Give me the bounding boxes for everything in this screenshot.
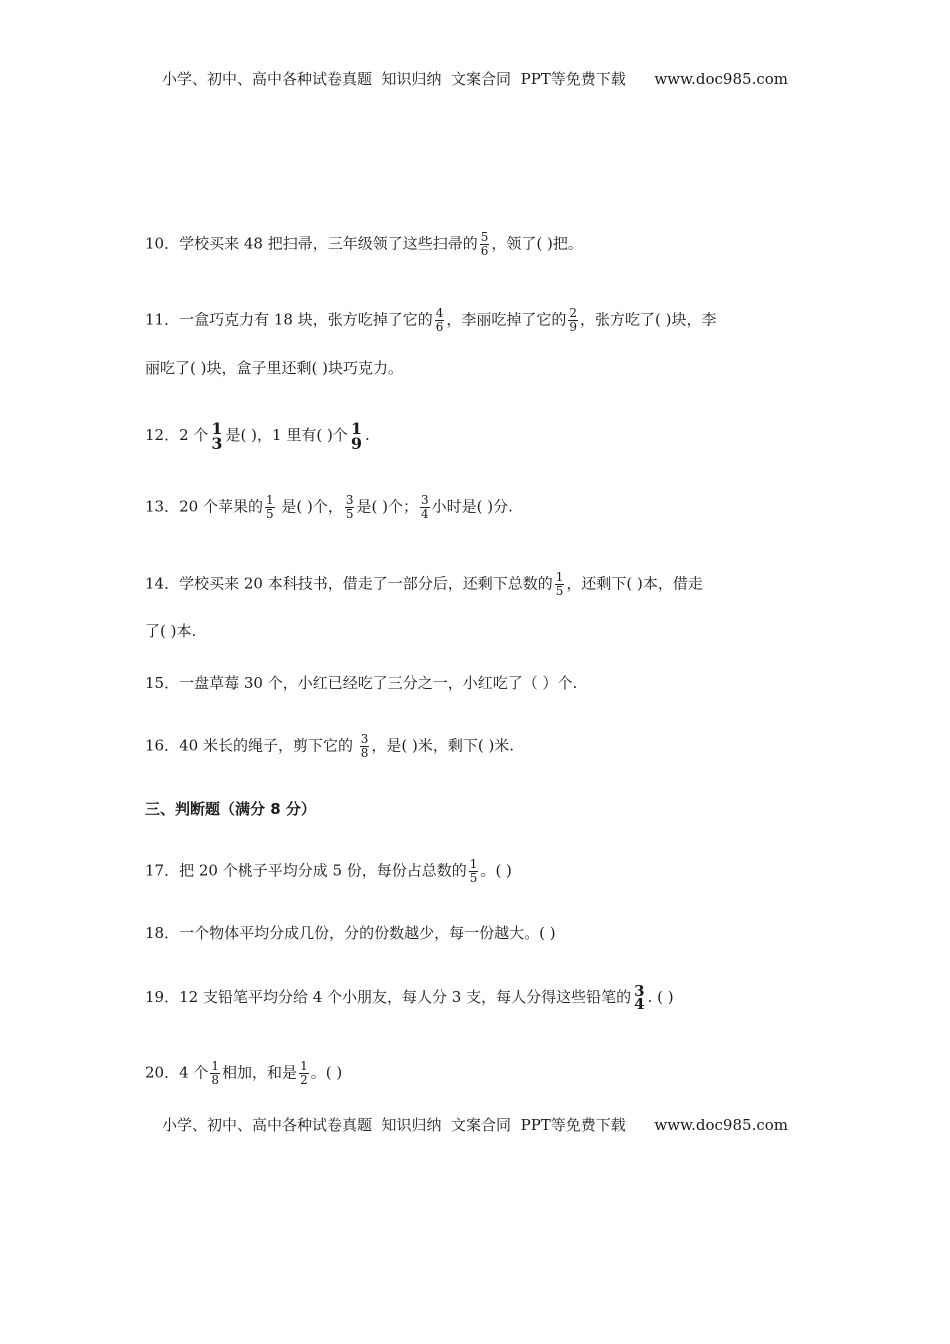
- q11-text-b: ，李丽吃掉了它的: [446, 310, 567, 329]
- question-14: [145, 571, 815, 598]
- page-footer: 小学、初中、高中各种试卷真题 知识归纳 文案合同 PPT等免费下载 www.doc985.com: [161, 1116, 788, 1134]
- question-11-line-2: 丽吃了( )块，盒子里还剩( )块巧克力。: [145, 359, 403, 377]
- question-14-line-2: 了( )本.: [145, 622, 197, 640]
- q20-text-c: 。( ): [310, 1063, 343, 1082]
- fraction: [210, 1060, 220, 1087]
- question-20: [145, 1060, 815, 1087]
- q10-text-b: ，领了( )把。: [491, 234, 583, 253]
- page-header: 小学、初中、高中各种试卷真题 知识归纳 文案合同 PPT等免费下载 www.doc985.com: [161, 70, 788, 88]
- numerator: 3: [634, 982, 645, 1000]
- denominator: 2: [300, 1073, 308, 1087]
- denominator: 9: [569, 320, 578, 334]
- fraction: [420, 494, 430, 521]
- fraction: [299, 1060, 309, 1087]
- q14-text-b: ，还剩下( )本，借走: [566, 574, 703, 593]
- fraction: [469, 858, 479, 885]
- q11-text-c: ，张方吃了( )块，李: [580, 310, 717, 329]
- q13-text-b: 是( )个，: [276, 497, 343, 516]
- numerator: 1: [350, 419, 362, 438]
- q17-text-a: 17．把 20 个桃子平均分成 5 份，每份占总数的: [145, 861, 467, 880]
- q13-text-d: 小时是( )分.: [431, 497, 513, 516]
- question-18: 18．一个物体平均分成几份，分的份数越少，每一份越大。( ): [145, 924, 556, 942]
- q10-text-a: 10．学校买来 48 把扫帚，三年级领了这些扫帚的: [145, 234, 478, 253]
- fraction: [480, 231, 490, 258]
- denominator: 8: [211, 1073, 220, 1087]
- numerator: 1: [211, 1059, 220, 1073]
- fraction: [360, 733, 370, 760]
- fraction: [633, 984, 645, 1012]
- denominator: 5: [469, 871, 478, 885]
- numerator: 1: [300, 1059, 308, 1073]
- numerator: 1: [469, 857, 478, 871]
- q11-text-a: 11．一盒巧克力有 18 块，张方吃掉了它的: [145, 310, 433, 329]
- denominator: 5: [345, 507, 354, 521]
- numerator: 4: [435, 306, 444, 320]
- numerator: 3: [420, 493, 429, 507]
- q20-text-b: 相加，和是: [222, 1063, 298, 1082]
- denominator: 5: [265, 507, 274, 521]
- question-10: [145, 231, 815, 258]
- q12-text-b: 是( )，1 里有( )个: [225, 426, 348, 444]
- q12-text-c: .: [364, 426, 370, 444]
- q16-text-a: 16．40 米长的绳子，剪下它的: [145, 736, 358, 755]
- q17-text-b: 。( ): [480, 861, 512, 880]
- q20-text-a: 20．4 个: [145, 1063, 209, 1082]
- question-19: [145, 984, 815, 1012]
- q19-text-a: 19．12 支铅笔平均分给 4 个小朋友，每人分 3 支，每人分得这些铅笔的: [145, 988, 632, 1006]
- fraction: [568, 307, 578, 334]
- denominator: 8: [360, 746, 369, 760]
- section-title: 三、判断题（满分 8 分）: [145, 800, 316, 818]
- question-13: [145, 494, 815, 521]
- denominator: 3: [211, 434, 223, 453]
- q13-text-a: 13．20 个苹果的: [145, 497, 263, 516]
- q13-text-c: 是( )个；: [356, 497, 418, 516]
- numerator: 1: [555, 570, 564, 584]
- question-17: [145, 858, 815, 885]
- numerator: 1: [265, 493, 274, 507]
- q14-text-a: 14．学校买来 20 本科技书，借走了一部分后，还剩下总数的: [145, 574, 553, 593]
- numerator: 1: [211, 419, 223, 438]
- denominator: 9: [350, 434, 362, 453]
- question-15: 15．一盘草莓 30 个，小红已经吃了三分之一，小红吃了（ ）个.: [145, 674, 578, 692]
- fraction: [345, 494, 355, 521]
- denominator: 4: [634, 995, 645, 1013]
- numerator: 5: [480, 230, 489, 244]
- fraction: [555, 571, 565, 598]
- denominator: 6: [480, 244, 489, 258]
- numerator: 2: [569, 306, 578, 320]
- question-12: [145, 420, 815, 452]
- q16-text-b: ，是( )米，剩下( )米.: [371, 736, 515, 755]
- fraction: [265, 494, 275, 521]
- q19-text-b: . ( ): [647, 988, 674, 1006]
- denominator: 6: [435, 320, 444, 334]
- denominator: 5: [555, 584, 564, 598]
- question-16: [145, 733, 815, 760]
- fraction: [435, 307, 445, 334]
- fraction: [210, 420, 223, 452]
- numerator: 3: [360, 732, 369, 746]
- fraction: [350, 420, 363, 452]
- question-11: [145, 307, 815, 334]
- q12-text-a: 12．2 个: [145, 426, 209, 444]
- numerator: 3: [345, 493, 354, 507]
- denominator: 4: [420, 507, 429, 521]
